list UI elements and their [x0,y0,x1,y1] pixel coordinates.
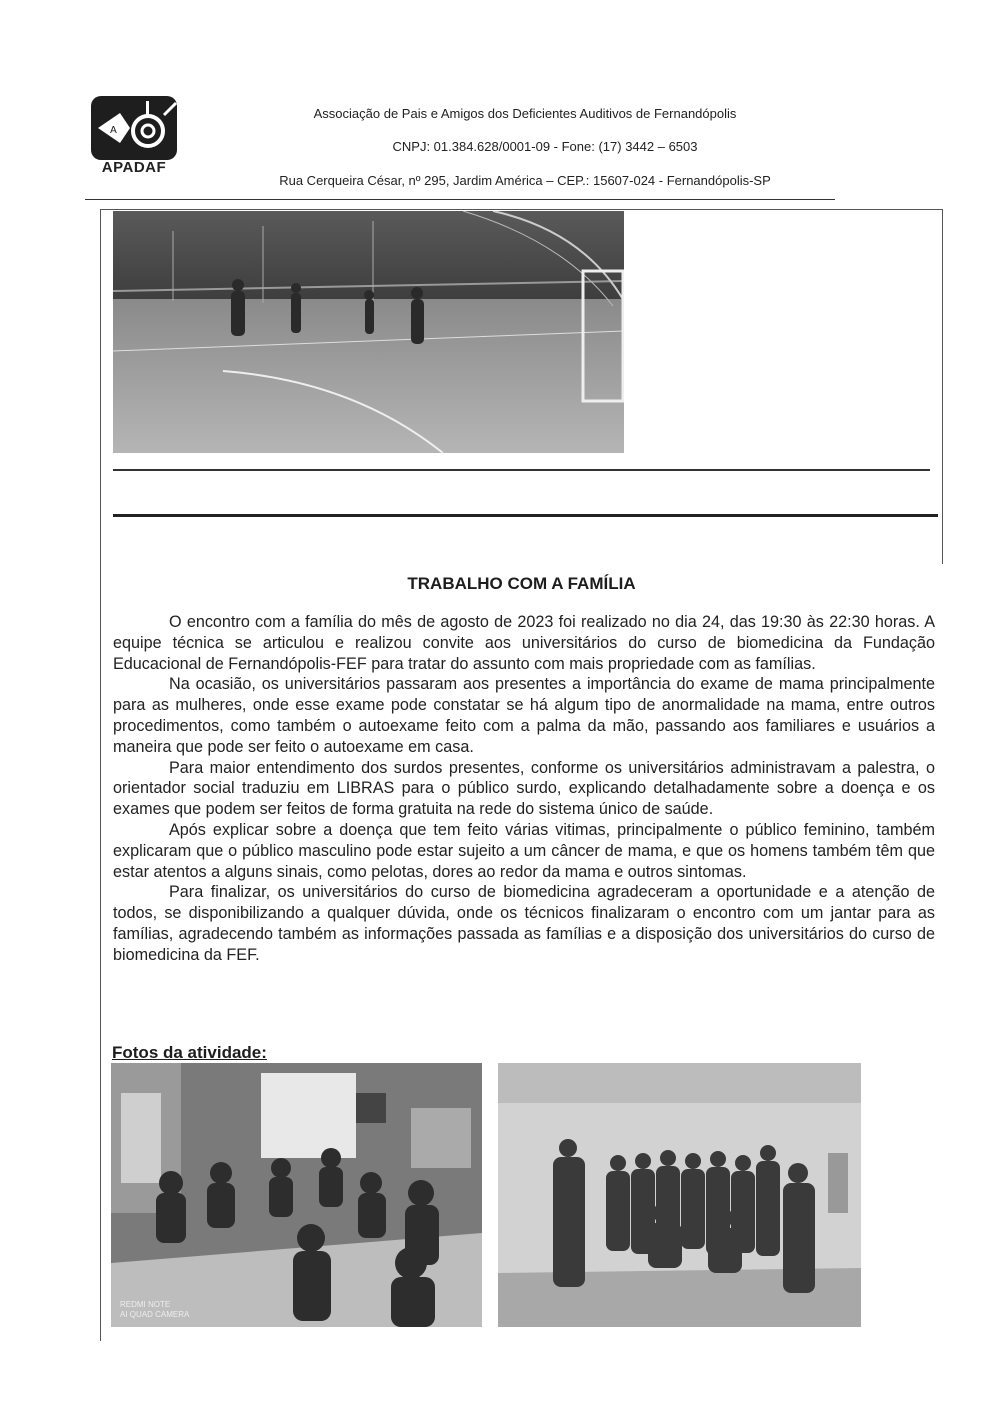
frame-top-border [100,209,943,210]
section-title: TRABALHO COM A FAMÍLIA [407,574,636,593]
futsal-photo [113,211,624,453]
group-photo [498,1063,861,1327]
organization-name: Associação de Pais e Amigos dos Deficientes Auditivos de Fernandópolis [313,106,737,121]
header-divider [85,199,835,200]
cnpj-phone: CNPJ: 01.384.628/0001-09 - Fone: (17) 3442 – 6503 [392,139,698,154]
paragraph: Para maior entendimento dos surdos presentes, conforme os universitários administravam a palestra, o orientador social traduziu em LIBRAS para o público surdo, explicando detalhadamente sobre a doença e os exames que podem ser feitos de forma gratuita na rede do sistema único de saúde. [113,758,935,819]
blank-line-1 [113,469,930,471]
frame-right-border [942,209,943,564]
photos-label: Fotos da atividade: [112,1043,267,1062]
address: Rua Cerqueira César, nº 295, Jardim América – CEP.: 15607-024 - Fernandópolis-SP [279,173,771,188]
logo-label: APADAF [101,159,167,176]
meeting-photo [111,1063,482,1327]
paragraph: Para finalizar, os universitários do curso de biomedicina agradeceram a oportunidade e a atenção de todos, se disponibilizando a qualquer dúvida, onde os técnicos finalizaram o encontro com um jantar para as famílias, agradecendo também as informações passada as famílias e a disposição dos universitários do curso de biomedicina da FEF. [113,883,935,964]
svg-text:A: A [110,125,117,136]
paragraph: Na ocasião, os universitários passaram aos presentes a importância do exame de mama principalmente para as mulheres, onde esse exame pode constatar se há algum tipo de anormalidade na mama, entre outros procedimentos, como também o autoexame feito com a palma da mão, passando aos familiares e usuários a maneira que pode ser feito o autoexame em casa. [113,675,935,756]
paragraph: O encontro com a família do mês de agosto de 2023 foi realizado no dia 24, das 19:30 às 22:30 horas. A equipe técnica se articulou e realizou convite aos universitários do curso de biomedicina da Fundação Educacional de Fernandópolis-FEF para tratar do assunto com mais propriedade com as famílias. [113,613,935,673]
frame-left-border [100,209,101,1341]
camera-watermark: REDMI NOTE AI QUAD CAMERA [120,1300,190,1319]
blank-line-2 [113,514,938,517]
report-body [113,612,935,966]
paragraph: Após explicar sobre a doença que tem feito várias vitimas, principalmente o público feminino, também explicaram que o público masculino pode estar sujeito a um câncer de mama, e que os homens também têm que estar atentos a alguns sinais, como pelotas, dores ao redor da mama e outros sintomas. [113,820,935,881]
